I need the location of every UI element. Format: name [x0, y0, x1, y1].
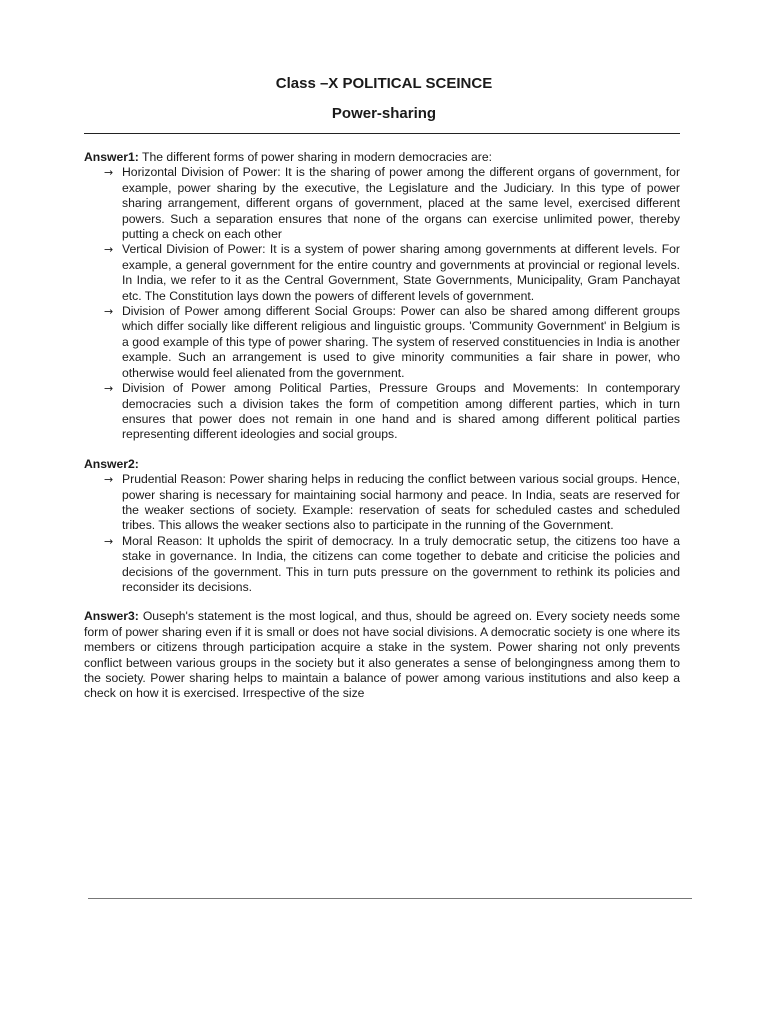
footer-divider [88, 898, 692, 899]
arrow-right-icon: → [104, 243, 114, 257]
document-body [84, 150, 680, 716]
answer-3-label: Answer3: [84, 609, 139, 624]
list-item [84, 304, 680, 381]
answer-2-label: Answer2: [84, 456, 139, 471]
list-item [84, 242, 680, 304]
page-subtitle: Power-sharing [331, 105, 437, 122]
answer-1-label: Answer1: [84, 150, 139, 164]
list-item [84, 534, 680, 596]
arrow-right-icon: → [104, 305, 114, 319]
arrow-right-icon: → [104, 382, 114, 396]
point-text: Horizontal Division of Power: It is the sharing of power among the different organs of government, for example, power sharing by the executive, the Legislature and the Judiciary. In this type of power sharing arrangement, different organs of government, placed at the same level, exercised different powers. Such a separation ensures that none of the organs can exercise unlimited power, thereby putting a check on each other [122, 165, 680, 242]
point-text: Moral Reason: It upholds the spirit of democracy. In a truly democratic setup, the citizens too have a stake in governance. In India, the citizens can come together to debate and criticise the policies and decisions of the government. This in turn puts pressure on the government to rethink its policies and reconsider its decisions. [122, 533, 680, 594]
arrow-right-icon: → [104, 534, 114, 548]
answer-1-points [84, 165, 680, 442]
answer-1-intro: The different forms of power sharing in modern democracies are: [138, 150, 493, 164]
header-divider [84, 133, 680, 134]
point-text: Prudential Reason: Power sharing helps in reducing the conflict between various social groups. Hence, power sharing is necessary for maintaining social harmony and peace. In India, seats are reserved for the weaker sections of society. Example: reservation of seats for scheduled castes and scheduled tribes. This allows the weaker sections also to participate in the running of the Government. [122, 472, 680, 533]
answer-2-points [84, 472, 680, 595]
answer-3-text: Ouseph's statement is the most logical, and thus, should be agreed on. Every society needs some form of power sharing even if it is small or does not have social divisions. A democratic society is one where its members or citizens through participation acquire a stake in the system. Power sharing not only prevents conflict between various groups in the society but it also generates a sense of belongingness among them to the society. Power sharing helps to maintain a balance of power among various institutions and also keep a check on how it is exercised. Irrespective of the size [84, 609, 680, 701]
arrow-right-icon: → [104, 473, 114, 487]
arrow-right-icon: → [104, 166, 114, 180]
list-item [84, 381, 680, 443]
answer-2 [84, 457, 680, 596]
point-text: Division of Power among Political Parties, Pressure Groups and Movements: In contemporary democracies such a division takes the form of competition among different parties, which in turn ensures that power does not remain in one hand and is shared among different political parties representing different ideologies and social groups. [122, 381, 680, 442]
point-text: Division of Power among different Social Groups: Power can also be shared among different groups which differ socially like different religious and linguistic groups. 'Community Government' in Belgium is a good example of this type of power sharing. The system of reserved constituencies in India is another example. Such an arrangement is used to give minority communities a fair share in power, who otherwise would feel alienated from the government. [122, 304, 680, 380]
list-item [84, 472, 680, 534]
point-text: Vertical Division of Power: It is a system of power sharing among governments at different levels. For example, a general government for the entire country and governments at provincial or regional levels. In India, we refer to it as the Central Government, State Governments, Municipality, Gram Panchayat etc. The Constitution lays down the powers of different levels of government. [122, 242, 680, 303]
answer-3 [84, 609, 680, 701]
list-item [84, 165, 680, 242]
answer-1 [84, 150, 680, 443]
page-title: Class –X POLITICAL SCEINCE [275, 75, 493, 92]
